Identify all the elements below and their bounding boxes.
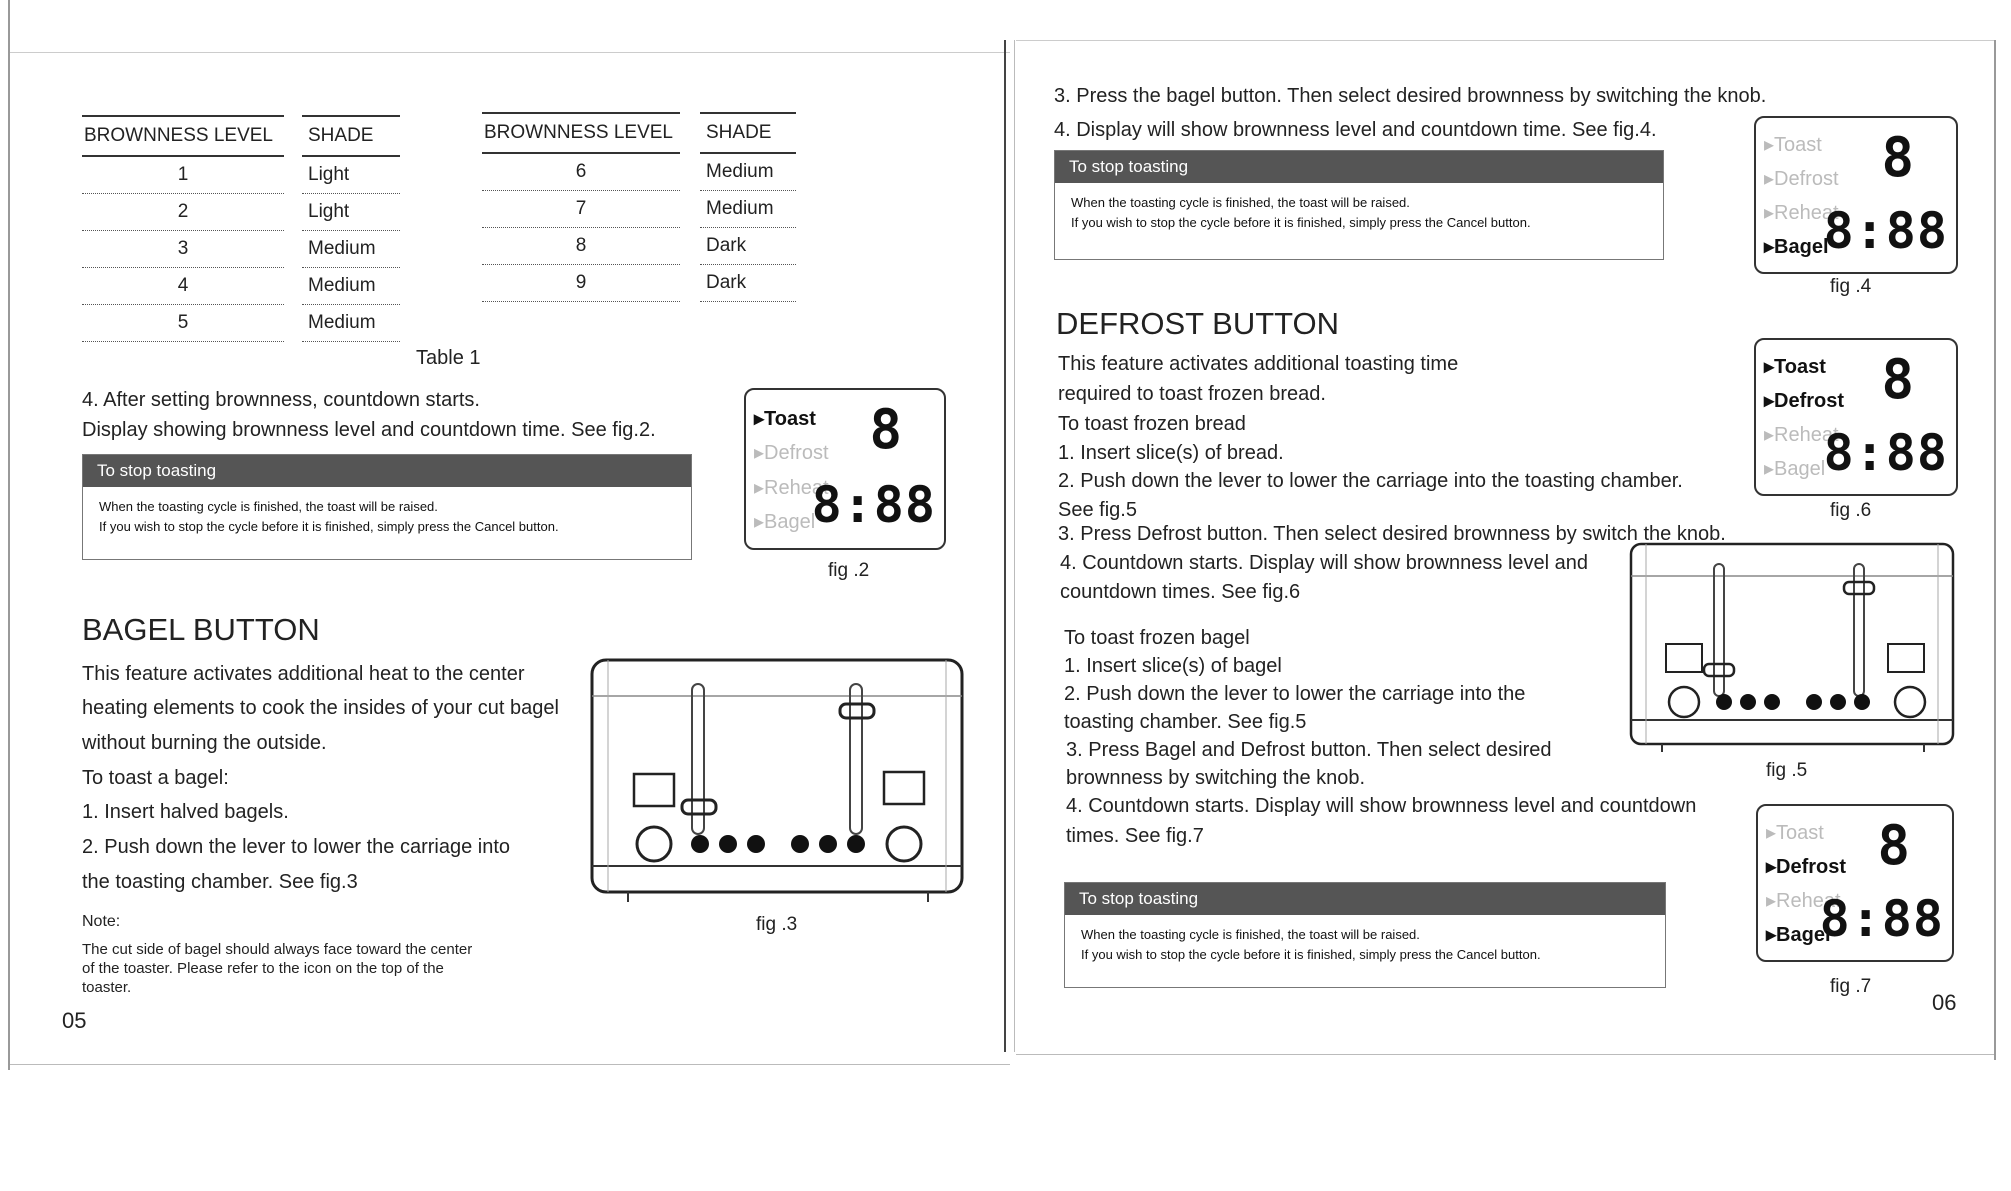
lcd-label-bagel: ▸Bagel xyxy=(754,511,816,533)
table-cell: Light xyxy=(302,157,400,194)
lcd-label-toast: ▸Toast xyxy=(754,408,816,430)
table-header: SHADE xyxy=(302,115,400,157)
bagel-defrost-line: To toast frozen bagel xyxy=(1064,627,1250,649)
defrost-line: See fig.5 xyxy=(1058,499,1137,521)
bottom-edge-line xyxy=(10,1064,1010,1065)
lcd-time-digits: 8:88 xyxy=(811,476,936,534)
step4-line1: 4. After setting brownness, countdown starts. xyxy=(82,389,480,411)
table-header: BROWNNESS LEVEL xyxy=(82,115,284,157)
bagel-step3: 3. Press the bagel button. Then select desired brownness by switching the knob. xyxy=(1054,85,1767,107)
fig3-caption: fig .3 xyxy=(756,914,798,935)
toaster-illustration-fig3 xyxy=(588,654,968,910)
table-cell: 2 xyxy=(82,194,284,231)
bagel-line: This feature activates additional heat to the center xyxy=(82,663,525,685)
defrost-heading: DEFROST BUTTON xyxy=(1056,306,1340,341)
right-page xyxy=(1016,0,1996,1070)
lcd-time-digits: 8:88 xyxy=(1823,424,1948,482)
lcd-label-toast: ▸Toast xyxy=(1766,822,1824,844)
page-spine xyxy=(1004,40,1006,1052)
lcd-label-reheat: ▸Reheat xyxy=(1764,202,1839,224)
bagel-line: without burning the outside. xyxy=(82,732,327,754)
page-number-left: 05 xyxy=(62,1008,87,1033)
top-edge-line xyxy=(10,52,1010,53)
bagel-line: 1. Insert halved bagels. xyxy=(82,801,289,823)
table-header: BROWNNESS LEVEL xyxy=(482,112,680,154)
right-page-edge xyxy=(1994,40,1996,1060)
defrost-line: countdown times. See fig.6 xyxy=(1060,581,1301,603)
defrost-line: 1. Insert slice(s) of bread. xyxy=(1058,442,1284,464)
table-cell: 4 xyxy=(82,268,284,305)
table-cell: Medium xyxy=(700,191,796,228)
stop-toasting-title: To stop toasting xyxy=(83,455,691,487)
lcd-label-bagel: ▸Bagel xyxy=(1766,924,1831,946)
note-line: of the toaster. Please refer to the icon on the top of the xyxy=(82,960,444,977)
table-cell: 3 xyxy=(82,231,284,268)
table-cell: Dark xyxy=(700,265,796,302)
lcd-display-fig6 xyxy=(1754,338,1958,496)
table-cell: 7 xyxy=(482,191,680,228)
bottom-edge-line xyxy=(1016,1054,1996,1055)
bagel-line: the toasting chamber. See fig.3 xyxy=(82,871,358,893)
bagel-defrost-line: 2. Push down the lever to lower the carriage into the xyxy=(1064,683,1526,705)
lcd-label-bagel: ▸Bagel xyxy=(1764,236,1829,258)
fig4-caption: fig .4 xyxy=(1830,276,1872,297)
bagel-defrost-line: 1. Insert slice(s) of bagel xyxy=(1064,655,1282,677)
lcd-display-fig7 xyxy=(1756,804,1954,962)
table-cell: Dark xyxy=(700,228,796,265)
fig6-caption: fig .6 xyxy=(1830,500,1872,521)
table-cell: Medium xyxy=(302,268,400,305)
lcd-level-digit: 8 xyxy=(869,398,902,461)
defrost-line: This feature activates additional toasting time xyxy=(1058,353,1459,375)
left-page xyxy=(8,0,1010,1070)
fig7-caption: fig .7 xyxy=(1830,976,1872,997)
page-spine-shadow xyxy=(1014,40,1015,1052)
lcd-display-fig2 xyxy=(744,388,946,550)
bagel-line: 2. Push down the lever to lower the carriage into xyxy=(82,836,511,858)
lcd-label-defrost: ▸Defrost xyxy=(1764,168,1839,190)
table-cell: Light xyxy=(302,194,400,231)
bagel-defrost-line: toasting chamber. See fig.5 xyxy=(1064,711,1307,733)
lcd-label-bagel: ▸Bagel xyxy=(1764,458,1826,480)
table-cell: 1 xyxy=(82,157,284,194)
stop-toasting-box-2 xyxy=(1064,882,1666,988)
lcd-time-digits: 8:88 xyxy=(1819,890,1944,948)
bagel-defrost-line: 3. Press Bagel and Defrost button. Then select desired xyxy=(1066,739,1552,761)
page-number-right: 06 xyxy=(1932,990,1957,1015)
lcd-label-reheat: ▸Reheat xyxy=(754,477,829,499)
table-cell: 9 xyxy=(482,265,680,302)
lcd-level-digit: 8 xyxy=(1881,126,1914,189)
stop-toasting-title: To stop toasting xyxy=(1065,883,1665,915)
lcd-label-toast: ▸Toast xyxy=(1764,356,1826,378)
table-cell: Medium xyxy=(302,231,400,268)
note-line: toaster. xyxy=(82,979,132,996)
stop-toasting-line1: When the toasting cycle is finished, the toast will be raised. xyxy=(1081,927,1420,942)
bagel-defrost-line: brownness by switching the knob. xyxy=(1066,767,1366,789)
toaster-illustration-fig5 xyxy=(1628,540,1958,762)
fig5-caption: fig .5 xyxy=(1766,760,1808,781)
lcd-label-reheat: ▸Reheat xyxy=(1764,424,1839,446)
fig2-caption: fig .2 xyxy=(828,560,870,581)
table-caption: Table 1 xyxy=(416,347,481,369)
table-cell: Medium xyxy=(700,154,796,191)
defrost-line: 3. Press Defrost button. Then select desired brownness by switch the knob. xyxy=(1058,523,1726,545)
defrost-line: 4. Countdown starts. Display will show brownness level and xyxy=(1060,552,1589,574)
lcd-label-defrost: ▸Defrost xyxy=(754,442,829,464)
lcd-label-toast: ▸Toast xyxy=(1764,134,1822,156)
lcd-level-digit: 8 xyxy=(1877,814,1910,877)
stop-toasting-line2: If you wish to stop the cycle before it is finished, simply press the Cancel button. xyxy=(1081,947,1541,962)
stop-toasting-line2: If you wish to stop the cycle before it is finished, simply press the Cancel button. xyxy=(99,519,559,534)
table-cell: 5 xyxy=(82,305,284,342)
lcd-display-fig4 xyxy=(1754,116,1958,274)
bagel-heading: BAGEL BUTTON xyxy=(82,612,320,647)
table-cell: 6 xyxy=(482,154,680,191)
lcd-level-digit: 8 xyxy=(1881,348,1914,411)
stop-toasting-box xyxy=(82,454,692,560)
stop-toasting-box-1 xyxy=(1054,150,1664,260)
lcd-time-digits: 8:88 xyxy=(1823,202,1948,260)
table-header: SHADE xyxy=(700,112,796,154)
bagel-line: To toast a bagel: xyxy=(82,767,229,789)
note-label: Note: xyxy=(82,913,121,930)
defrost-line: required to toast frozen bread. xyxy=(1058,383,1326,405)
bagel-line: heating elements to cook the insides of your cut bagel xyxy=(82,697,559,719)
lcd-label-defrost: ▸Defrost xyxy=(1766,856,1847,878)
bagel-step4: 4. Display will show brownness level and countdown time. See fig.4. xyxy=(1054,119,1657,141)
stop-toasting-line1: When the toasting cycle is finished, the toast will be raised. xyxy=(1071,195,1410,210)
lcd-label-reheat: ▸Reheat xyxy=(1766,890,1841,912)
defrost-line: 2. Push down the lever to lower the carriage into the toasting chamber. xyxy=(1058,470,1683,492)
step4-line2: Display showing brownness level and countdown time. See fig.2. xyxy=(82,419,656,441)
stop-toasting-line2: If you wish to stop the cycle before it is finished, simply press the Cancel button. xyxy=(1071,215,1531,230)
bagel-defrost-line: times. See fig.7 xyxy=(1066,825,1204,847)
note-line: The cut side of bagel should always face toward the center xyxy=(82,941,473,958)
stop-toasting-title: To stop toasting xyxy=(1055,151,1663,183)
table-cell: 8 xyxy=(482,228,680,265)
stop-toasting-line1: When the toasting cycle is finished, the toast will be raised. xyxy=(99,499,438,514)
table-cell: Medium xyxy=(302,305,400,342)
top-edge-line xyxy=(1016,40,1996,41)
bagel-defrost-line: 4. Countdown starts. Display will show brownness level and countdown xyxy=(1066,795,1697,817)
lcd-label-defrost: ▸Defrost xyxy=(1764,390,1845,412)
defrost-line: To toast frozen bread xyxy=(1058,413,1246,435)
